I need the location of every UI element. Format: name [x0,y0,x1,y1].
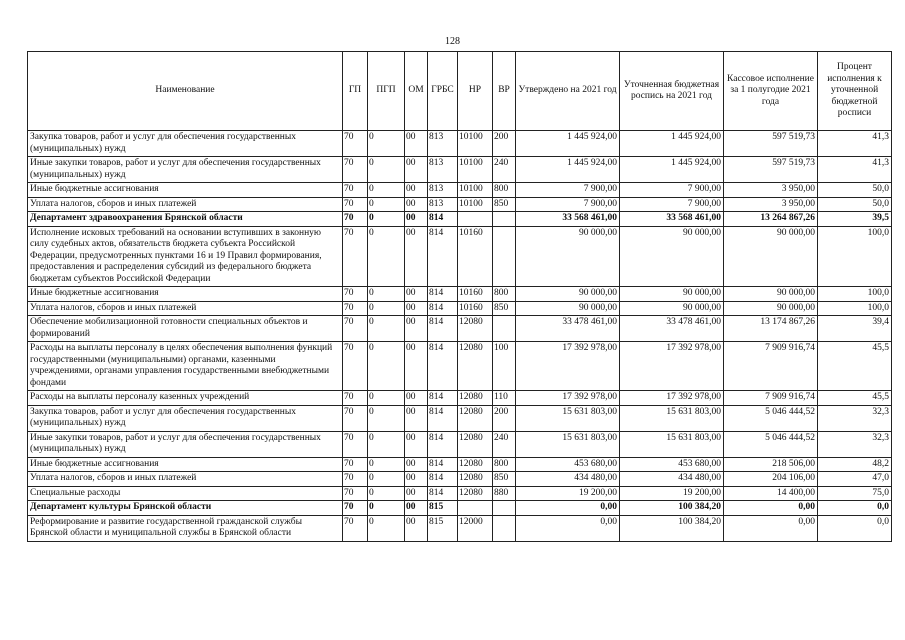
cell-grbs: 814 [428,301,458,316]
cell-cash: 90 000,00 [724,226,818,287]
cell-pgp: 0 [368,287,405,302]
cell-vr [493,501,516,516]
cell-refined: 434 480,00 [620,472,724,487]
cell-approved: 90 000,00 [516,226,620,287]
cell-gp: 70 [343,226,368,287]
cell-om: 00 [405,501,428,516]
cell-name: Закупка товаров, работ и услуг для обеспечения государственных (муниципальных) нужд [28,405,343,431]
cell-gp: 70 [343,183,368,198]
cell-cash: 14 400,00 [724,486,818,501]
cell-gp: 70 [343,157,368,183]
cell-cash: 13 264 867,26 [724,212,818,227]
cell-approved: 7 900,00 [516,197,620,212]
cell-name: Специальные расходы [28,486,343,501]
cell-np: 12080 [458,431,493,457]
cell-approved: 453 680,00 [516,457,620,472]
cell-pgp: 0 [368,515,405,541]
table-row [28,197,892,212]
cell-refined: 17 392 978,00 [620,342,724,391]
cell-name: Иные бюджетные ассигнования [28,457,343,472]
cell-pgp: 0 [368,486,405,501]
cell-gp: 70 [343,405,368,431]
cell-vr [493,515,516,541]
cell-name: Департамент культуры Брянской области [28,501,343,516]
cell-name: Реформирование и развитие государственной гражданской службы Брянской области и муниципальной службы в Брянской области [28,515,343,541]
table-body [28,131,892,542]
cell-pgp: 0 [368,183,405,198]
table-row [28,342,892,391]
cell-name: Обеспечение мобилизационной готовности специальных объектов и формирований [28,316,343,342]
cell-approved: 15 631 803,00 [516,405,620,431]
cell-approved: 17 392 978,00 [516,391,620,406]
cell-refined: 33 568 461,00 [620,212,724,227]
cell-percent: 41,3 [818,131,892,157]
cell-om: 00 [405,183,428,198]
cell-om: 00 [405,391,428,406]
cell-pgp: 0 [368,316,405,342]
cell-vr: 240 [493,157,516,183]
table-row [28,405,892,431]
table-row [28,457,892,472]
cell-pgp: 0 [368,197,405,212]
cell-name: Иные бюджетные ассигнования [28,183,343,198]
cell-refined: 7 900,00 [620,183,724,198]
cell-grbs: 813 [428,131,458,157]
cell-cash: 90 000,00 [724,287,818,302]
cell-grbs: 815 [428,515,458,541]
cell-pgp: 0 [368,301,405,316]
cell-vr: 200 [493,405,516,431]
cell-np: 12080 [458,342,493,391]
cell-gp: 70 [343,287,368,302]
cell-approved: 19 200,00 [516,486,620,501]
table-row [28,391,892,406]
cell-grbs: 813 [428,183,458,198]
cell-grbs: 814 [428,405,458,431]
header-cash: Кассовое исполнение за 1 полугодие 2021 года [724,52,818,131]
cell-np: 12080 [458,457,493,472]
cell-om: 00 [405,212,428,227]
cell-refined: 90 000,00 [620,226,724,287]
cell-refined: 7 900,00 [620,197,724,212]
header-refined: Уточненная бюджетная роспись на 2021 год [620,52,724,131]
table-row [28,287,892,302]
cell-om: 00 [405,197,428,212]
cell-grbs: 814 [428,431,458,457]
header-percent: Процент исполнения к уточненной бюджетной росписи [818,52,892,131]
cell-percent: 100,0 [818,301,892,316]
cell-vr: 240 [493,431,516,457]
cell-name: Исполнение исковых требований на основании вступивших в законную силу судебных актов, обязательств бюджета субъекта Российской Федерации, предусмотренных пунктами 16 и 19 Правил формирования, предоставления и распределения субсидий из федерального бюджета бюджетам субъектов Российской Федерации [28,226,343,287]
cell-np: 10160 [458,226,493,287]
cell-np: 10160 [458,287,493,302]
cell-approved: 15 631 803,00 [516,431,620,457]
cell-name: Иные закупки товаров, работ и услуг для обеспечения государственных (муниципальных) нужд [28,431,343,457]
cell-refined: 19 200,00 [620,486,724,501]
cell-name: Департамент здравоохранения Брянской области [28,212,343,227]
cell-percent: 50,0 [818,197,892,212]
cell-approved: 7 900,00 [516,183,620,198]
cell-cash: 204 106,00 [724,472,818,487]
cell-approved: 1 445 924,00 [516,157,620,183]
cell-cash: 3 950,00 [724,197,818,212]
cell-cash: 0,00 [724,501,818,516]
header-om: ОМ [405,52,428,131]
cell-vr: 800 [493,183,516,198]
cell-gp: 70 [343,501,368,516]
cell-np: 10160 [458,301,493,316]
header-name: Наименование [28,52,343,131]
cell-gp: 70 [343,342,368,391]
cell-refined: 17 392 978,00 [620,391,724,406]
cell-om: 00 [405,287,428,302]
cell-approved: 17 392 978,00 [516,342,620,391]
cell-approved: 90 000,00 [516,287,620,302]
table-header-row [28,52,892,131]
cell-grbs: 814 [428,287,458,302]
table-row [28,316,892,342]
cell-cash: 13 174 867,26 [724,316,818,342]
cell-percent: 50,0 [818,183,892,198]
cell-approved: 33 568 461,00 [516,212,620,227]
cell-vr: 100 [493,342,516,391]
cell-np: 12080 [458,472,493,487]
cell-gp: 70 [343,472,368,487]
cell-grbs: 814 [428,486,458,501]
cell-vr: 800 [493,457,516,472]
page-number: 128 [445,36,460,47]
cell-vr: 110 [493,391,516,406]
cell-pgp: 0 [368,131,405,157]
cell-vr [493,316,516,342]
header-grbs: ГРБС [428,52,458,131]
cell-refined: 15 631 803,00 [620,431,724,457]
cell-gp: 70 [343,457,368,472]
cell-gp: 70 [343,391,368,406]
cell-approved: 33 478 461,00 [516,316,620,342]
cell-name: Расходы на выплаты персоналу казенных учреждений [28,391,343,406]
cell-vr [493,212,516,227]
cell-np: 12080 [458,316,493,342]
cell-np [458,212,493,227]
cell-om: 00 [405,157,428,183]
cell-cash: 90 000,00 [724,301,818,316]
cell-vr [493,226,516,287]
cell-np: 10100 [458,197,493,212]
cell-approved: 434 480,00 [516,472,620,487]
cell-cash: 7 909 916,74 [724,342,818,391]
cell-cash: 5 046 444,52 [724,405,818,431]
cell-om: 00 [405,472,428,487]
header-gp: ГП [343,52,368,131]
cell-percent: 39,5 [818,212,892,227]
cell-grbs: 814 [428,342,458,391]
cell-gp: 70 [343,486,368,501]
cell-pgp: 0 [368,457,405,472]
cell-pgp: 0 [368,405,405,431]
cell-vr: 880 [493,486,516,501]
cell-pgp: 0 [368,391,405,406]
cell-om: 00 [405,405,428,431]
cell-percent: 32,3 [818,431,892,457]
cell-om: 00 [405,457,428,472]
cell-cash: 5 046 444,52 [724,431,818,457]
cell-percent: 0,0 [818,515,892,541]
cell-grbs: 814 [428,212,458,227]
table-row [28,226,892,287]
cell-gp: 70 [343,515,368,541]
table-row [28,183,892,198]
cell-om: 00 [405,316,428,342]
cell-cash: 597 519,73 [724,131,818,157]
cell-refined: 453 680,00 [620,457,724,472]
cell-np: 12000 [458,515,493,541]
cell-grbs: 814 [428,316,458,342]
cell-pgp: 0 [368,342,405,391]
cell-vr: 850 [493,301,516,316]
cell-gp: 70 [343,197,368,212]
cell-cash: 597 519,73 [724,157,818,183]
cell-percent: 45,5 [818,391,892,406]
cell-refined: 33 478 461,00 [620,316,724,342]
table-row [28,157,892,183]
cell-pgp: 0 [368,157,405,183]
header-approved: Утверждено на 2021 год [516,52,620,131]
cell-pgp: 0 [368,431,405,457]
cell-om: 00 [405,486,428,501]
table-row [28,515,892,541]
cell-grbs: 813 [428,197,458,212]
cell-np: 10100 [458,131,493,157]
table-row [28,431,892,457]
cell-pgp: 0 [368,226,405,287]
cell-refined: 100 384,20 [620,501,724,516]
table-row [28,472,892,487]
cell-om: 00 [405,301,428,316]
cell-gp: 70 [343,316,368,342]
cell-np: 12080 [458,405,493,431]
cell-om: 00 [405,515,428,541]
cell-percent: 47,0 [818,472,892,487]
table-row [28,301,892,316]
cell-percent: 45,5 [818,342,892,391]
cell-refined: 1 445 924,00 [620,157,724,183]
cell-pgp: 0 [368,501,405,516]
cell-gp: 70 [343,431,368,457]
header-pgp: ПГП [368,52,405,131]
budget-table [27,51,892,542]
cell-name: Уплата налогов, сборов и иных платежей [28,197,343,212]
cell-pgp: 0 [368,472,405,487]
header-vr: ВР [493,52,516,131]
table-row [28,212,892,227]
cell-cash: 3 950,00 [724,183,818,198]
cell-gp: 70 [343,301,368,316]
cell-name: Закупка товаров, работ и услуг для обеспечения государственных (муниципальных) нужд [28,131,343,157]
cell-np: 12080 [458,391,493,406]
cell-vr: 850 [493,197,516,212]
cell-cash: 218 506,00 [724,457,818,472]
cell-np [458,501,493,516]
cell-percent: 100,0 [818,226,892,287]
cell-percent: 32,3 [818,405,892,431]
cell-om: 00 [405,226,428,287]
cell-np: 10100 [458,157,493,183]
cell-grbs: 814 [428,226,458,287]
cell-vr: 200 [493,131,516,157]
cell-vr: 800 [493,287,516,302]
cell-grbs: 813 [428,157,458,183]
cell-cash: 7 909 916,74 [724,391,818,406]
cell-percent: 0,0 [818,501,892,516]
table-row [28,131,892,157]
cell-percent: 39,4 [818,316,892,342]
cell-approved: 0,00 [516,515,620,541]
cell-grbs: 814 [428,391,458,406]
cell-grbs: 814 [428,472,458,487]
cell-refined: 15 631 803,00 [620,405,724,431]
cell-gp: 70 [343,131,368,157]
cell-refined: 90 000,00 [620,287,724,302]
header-np: НР [458,52,493,131]
table-row [28,486,892,501]
cell-name: Уплата налогов, сборов и иных платежей [28,472,343,487]
cell-percent: 100,0 [818,287,892,302]
cell-approved: 0,00 [516,501,620,516]
cell-percent: 41,3 [818,157,892,183]
cell-vr: 850 [493,472,516,487]
cell-om: 00 [405,342,428,391]
cell-grbs: 815 [428,501,458,516]
cell-om: 00 [405,431,428,457]
cell-percent: 48,2 [818,457,892,472]
cell-om: 00 [405,131,428,157]
cell-refined: 90 000,00 [620,301,724,316]
table-row [28,501,892,516]
cell-np: 10100 [458,183,493,198]
cell-name: Расходы на выплаты персоналу в целях обеспечения выполнения функций государственными (муниципальными) органами, казенными учреждениями, органами управления государственными внебюджетными фондами [28,342,343,391]
cell-np: 12080 [458,486,493,501]
cell-grbs: 814 [428,457,458,472]
cell-name: Иные бюджетные ассигнования [28,287,343,302]
cell-percent: 75,0 [818,486,892,501]
cell-refined: 100 384,20 [620,515,724,541]
cell-refined: 1 445 924,00 [620,131,724,157]
cell-name: Иные закупки товаров, работ и услуг для обеспечения государственных (муниципальных) нужд [28,157,343,183]
cell-name: Уплата налогов, сборов и иных платежей [28,301,343,316]
cell-pgp: 0 [368,212,405,227]
cell-approved: 1 445 924,00 [516,131,620,157]
cell-gp: 70 [343,212,368,227]
cell-cash: 0,00 [724,515,818,541]
cell-approved: 90 000,00 [516,301,620,316]
